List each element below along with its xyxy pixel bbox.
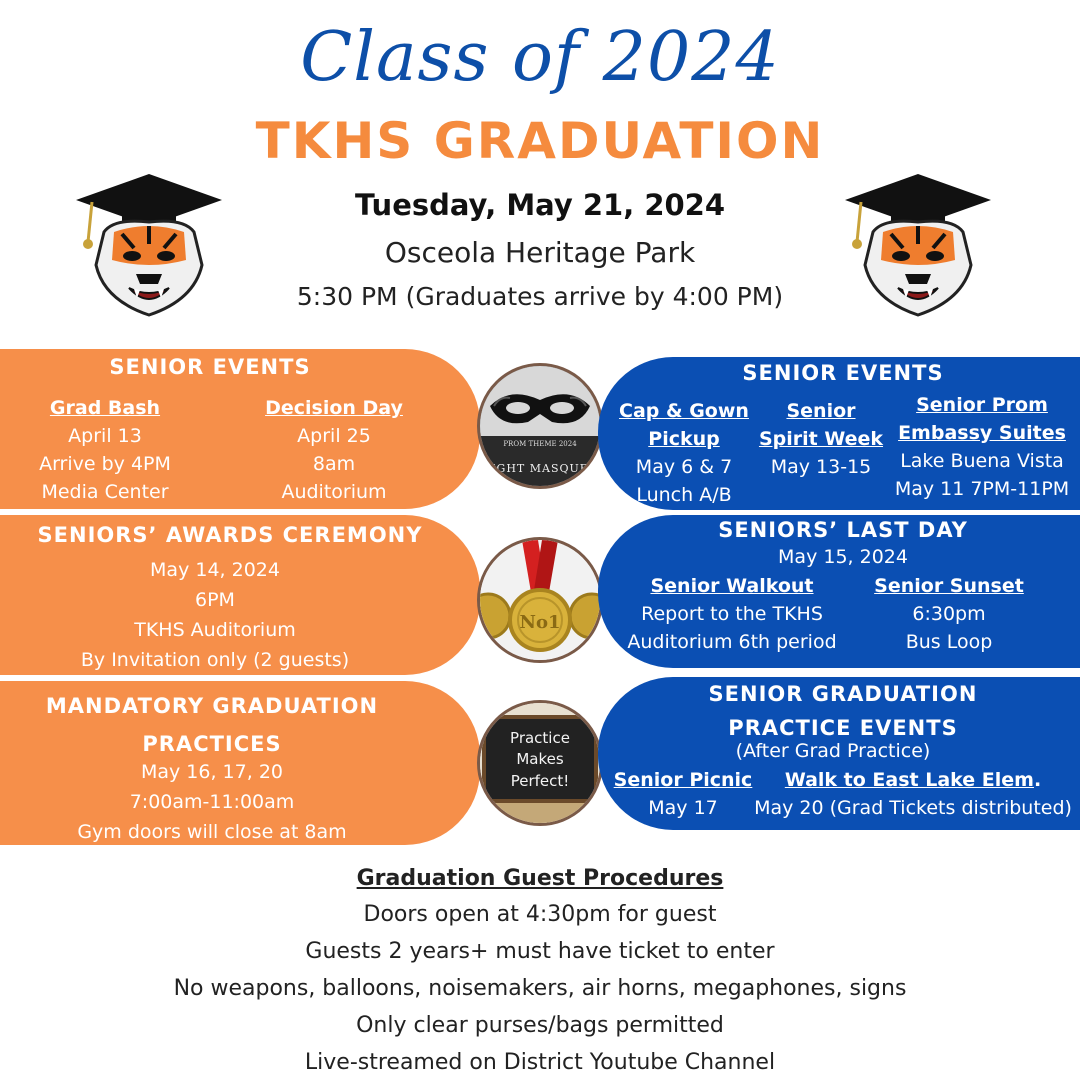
- awards-date: May 14, 2024: [150, 559, 280, 581]
- senior-walkout-heading: Senior Walkout: [650, 575, 814, 597]
- graduation-practices-panel: [0, 681, 480, 845]
- senior-prom-time: May 11 7PM-11PM: [894, 478, 1070, 500]
- panel-title: SENIOR EVENTS: [109, 355, 311, 379]
- medal-image: [477, 537, 603, 663]
- panel-title: [648, 677, 1038, 745]
- guest-procedure-item: Live-streamed on District Youtube Channel: [304, 1050, 776, 1075]
- graduation-time: 5:30 PM (Graduates arrive by 4:00 PM): [296, 282, 784, 311]
- senior-prom-column: [884, 391, 1080, 503]
- awards-ceremony-panel: [0, 515, 480, 675]
- cap-gown-heading-2: Pickup: [648, 428, 720, 450]
- walk-east-lake-heading-period: .: [1033, 769, 1042, 791]
- practice-details: [0, 757, 424, 847]
- cap-gown-heading: Cap & Gown: [619, 400, 749, 422]
- senior-walkout-line-1: Report to the TKHS: [641, 603, 823, 625]
- awards-time: 6PM: [195, 589, 235, 611]
- senior-prom-heading-2: Embassy Suites: [898, 422, 1066, 444]
- decision-day-date: April 25: [297, 425, 371, 447]
- masquerade-mask-icon: [480, 366, 600, 486]
- class-of-title: Class of 2024: [300, 18, 780, 97]
- senior-picnic-column: [608, 766, 758, 822]
- panel-title: SENIOR EVENTS: [742, 361, 944, 385]
- senior-events-left-panel: [0, 349, 480, 509]
- senior-prom-heading: Senior Prom: [916, 394, 1048, 416]
- chalk-line-2: Makes: [516, 750, 564, 768]
- senior-sunset-location: Bus Loop: [905, 631, 993, 653]
- practice-note: Gym doors will close at 8am: [77, 821, 347, 843]
- guest-procedure-item: Guests 2 years+ must have ticket to enter: [305, 939, 775, 964]
- medal-number: No1: [519, 612, 561, 633]
- spirit-week-dates: May 13-15: [770, 456, 872, 478]
- walk-east-lake-column: [748, 766, 1078, 822]
- spirit-week-heading: Senior: [786, 400, 856, 422]
- panel-title: [0, 687, 424, 763]
- senior-events-right-panel: [598, 357, 1080, 510]
- guest-procedures-title: Graduation Guest Procedures: [356, 866, 724, 891]
- decision-day-heading: Decision Day: [265, 397, 403, 419]
- grad-bash-date: April 13: [68, 425, 142, 447]
- panel-title-line-2: PRACTICE EVENTS: [728, 716, 958, 740]
- guest-procedure-item: No weapons, balloons, noisemakers, air horns, megaphones, signs: [173, 976, 907, 1001]
- prom-masquerade-image: [477, 363, 603, 489]
- senior-sunset-time: 6:30pm: [912, 603, 986, 625]
- walk-east-lake-date: May 20 (Grad Tickets distributed): [754, 797, 1072, 819]
- panel-title-line-1: MANDATORY GRADUATION: [45, 694, 379, 718]
- decision-day-location: Auditorium: [281, 481, 387, 503]
- decision-day-column: [234, 394, 434, 506]
- tiger-mascot-right-icon: [843, 170, 993, 320]
- practice-time: 7:00am-11:00am: [129, 791, 295, 813]
- panel-title: SENIORS’ AWARDS CEREMONY: [37, 523, 423, 547]
- last-day-panel: [598, 515, 1080, 668]
- prom-theme-text: PROM THEME 2024: [503, 440, 577, 448]
- practice-dates: May 16, 17, 20: [140, 761, 283, 783]
- guest-procedure-item: Doors open at 4:30pm for guest: [363, 902, 717, 927]
- senior-picnic-date: May 17: [648, 797, 718, 819]
- last-day-date: May 15, 2024: [778, 546, 908, 568]
- grad-bash-arrival: Arrive by 4PM: [39, 453, 171, 475]
- graduation-practice-events-panel: [598, 677, 1080, 830]
- awards-details: [0, 555, 430, 675]
- panel-title-line-2: PRACTICES: [142, 732, 282, 756]
- cap-gown-time: Lunch A/B: [636, 484, 732, 506]
- senior-prom-location: Lake Buena Vista: [900, 450, 1064, 472]
- graduation-title: TKHS GRADUATION: [255, 112, 825, 170]
- senior-sunset-heading: Senior Sunset: [874, 575, 1024, 597]
- cap-gown-column: [604, 397, 764, 509]
- grad-bash-heading: Grad Bash: [49, 397, 161, 419]
- cap-gown-dates: May 6 & 7: [635, 456, 733, 478]
- practice-chalkboard-image: [477, 700, 603, 826]
- gold-medal-icon: [480, 540, 600, 660]
- prom-theme-name: IGHT MASQUE: [491, 462, 589, 475]
- walk-east-lake-heading: Walk to East Lake Elem: [784, 769, 1034, 791]
- senior-walkout-column: [612, 572, 852, 656]
- guest-procedure-item: Only clear purses/bags permitted: [356, 1013, 724, 1038]
- senior-picnic-heading: Senior Picnic: [613, 769, 753, 791]
- chalk-line-3: Perfect!: [510, 772, 570, 790]
- practice-events-subtitle: (After Grad Practice): [735, 740, 931, 762]
- chalk-line-1: Practice: [510, 729, 570, 747]
- grad-bash-column: [5, 394, 205, 506]
- chalkboard-icon: [480, 703, 600, 823]
- guest-procedures: [0, 862, 1080, 1080]
- decision-day-time: 8am: [312, 453, 356, 475]
- spirit-week-column: [756, 397, 886, 481]
- panel-title-line-1: SENIOR GRADUATION: [708, 682, 978, 706]
- graduation-date: Tuesday, May 21, 2024: [354, 188, 726, 222]
- grad-bash-location: Media Center: [41, 481, 169, 503]
- spirit-week-heading-2: Spirit Week: [758, 428, 884, 450]
- awards-invitation: By Invitation only (2 guests): [80, 649, 350, 671]
- panel-title: SENIORS’ LAST DAY: [718, 518, 968, 542]
- awards-location: TKHS Auditorium: [134, 619, 296, 641]
- senior-walkout-line-2: Auditorium 6th period: [627, 631, 837, 653]
- senior-sunset-column: [860, 572, 1038, 656]
- tiger-mascot-left-icon: [74, 170, 224, 320]
- graduation-venue: Osceola Heritage Park: [384, 236, 696, 269]
